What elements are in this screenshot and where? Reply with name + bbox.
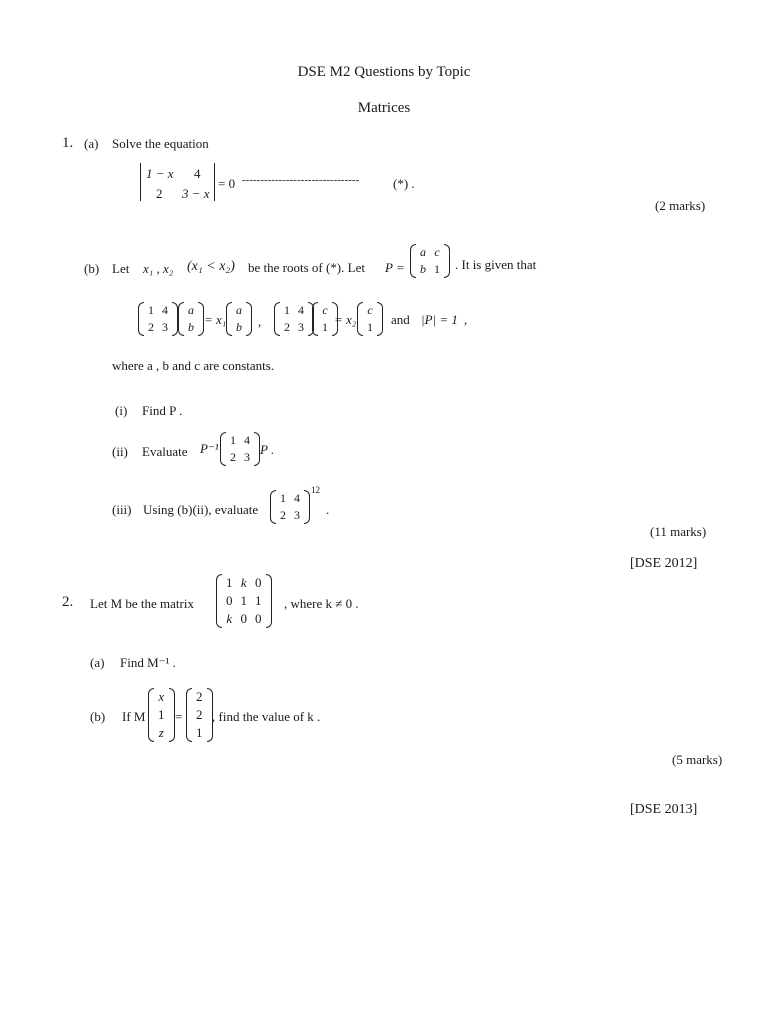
q1biii-text: Using (b)(ii), evaluate — [143, 502, 259, 517]
q2-let-text: Let M be the matrix — [90, 596, 194, 611]
det-r1c1: 1 − x — [146, 166, 174, 181]
M-r1c1: 1 — [226, 575, 233, 590]
q1b-P-eq: P = — [385, 260, 405, 275]
eq-x2: = x₂ — [334, 312, 357, 327]
q1b-text1: be the roots of (*). Let — [248, 260, 365, 275]
M-r3c1: k — [226, 611, 233, 626]
q1bii-tail: P . — [260, 442, 275, 457]
M-r2c2: 1 — [240, 593, 247, 608]
matrix-A-third — [220, 432, 260, 466]
q1bii-pinv: P⁻¹ — [200, 441, 219, 456]
A1-r2c1: 2 — [148, 320, 154, 334]
vx-1: 1 — [158, 707, 165, 722]
v2b-one: 1 — [367, 320, 373, 334]
det-r2c2: 3 − x — [182, 186, 210, 201]
vector-221 — [186, 688, 213, 742]
q2-number: 2. — [62, 594, 74, 610]
vector-ab-second — [226, 302, 252, 336]
vr-r3: 1 — [196, 725, 203, 740]
A4-r2c2: 3 — [294, 508, 300, 522]
q1b-marks: (11 marks) — [650, 524, 707, 539]
vx-x: x — [158, 689, 165, 704]
q1-source: [DSE 2012] — [630, 556, 698, 571]
star-label: (*) . — [393, 176, 415, 191]
M-r3c2: 0 — [240, 611, 247, 626]
vr-r1: 2 — [196, 689, 203, 704]
q1bi-text: Find P . — [142, 403, 183, 418]
q1bii-text: Evaluate — [142, 444, 188, 459]
A2-r2c1: 2 — [284, 320, 290, 334]
q1bii-label: (ii) — [112, 444, 128, 459]
q1b-let: Let — [112, 261, 130, 276]
v1b-a: a — [236, 303, 242, 317]
vector-ab-first — [178, 302, 204, 336]
matrix-P — [410, 244, 450, 278]
q1b-roots: x₁ , x₂ — [143, 261, 174, 276]
vr-r2: 2 — [196, 707, 203, 722]
A1-r1c2: 4 — [162, 303, 168, 317]
A3-r2c1: 2 — [230, 450, 236, 464]
A4-r1c2: 4 — [294, 491, 300, 505]
matrix-A-first — [138, 302, 178, 336]
vector-x1z — [148, 688, 175, 742]
M-r2c1: 0 — [226, 593, 233, 608]
v1-a: a — [188, 303, 194, 317]
detP-eq: |P| = 1 — [421, 312, 458, 327]
page-title: DSE M2 Questions by Topic — [297, 64, 471, 80]
det-r1c2: 4 — [194, 166, 201, 181]
M-r1c3: 0 — [255, 575, 262, 590]
q1bi-label: (i) — [115, 403, 128, 418]
v2-c: c — [322, 303, 328, 317]
comma-2: , — [464, 312, 468, 327]
q2-source: [DSE 2013] — [630, 802, 698, 817]
M-r1c2: k — [240, 575, 247, 590]
q2a-text: Find M⁻¹ . — [120, 655, 176, 670]
v2b-c: c — [367, 303, 373, 317]
q1biii-label: (iii) — [112, 502, 132, 517]
v2-one: 1 — [322, 320, 328, 334]
q1b-label: (b) — [84, 261, 100, 276]
and-text: and — [391, 312, 410, 327]
matrix-A-second — [274, 302, 314, 336]
P-c: c — [434, 245, 440, 259]
A4-r1c1: 1 — [280, 491, 286, 505]
q2b-label: (b) — [90, 709, 106, 724]
dashed-line: -------------------------------- — [242, 174, 360, 186]
matrix-A-fourth — [270, 490, 310, 524]
M-r2c3: 1 — [255, 593, 262, 608]
q1biii-tail: . — [326, 502, 330, 517]
q1a-marks: (2 marks) — [655, 198, 706, 213]
v1-b: b — [188, 320, 194, 334]
matrix-M — [216, 574, 272, 628]
q1-number: 1. — [62, 135, 74, 151]
comma-1: , — [258, 314, 262, 329]
A3-r2c2: 3 — [244, 450, 250, 464]
q2a-label: (a) — [90, 655, 105, 670]
page-subtitle: Matrices — [357, 100, 411, 116]
det-left-bar — [140, 163, 141, 201]
A2-r2c2: 3 — [298, 320, 304, 334]
P-one: 1 — [434, 262, 440, 276]
q2b-equals: = — [175, 709, 183, 724]
A3-r1c2: 4 — [244, 433, 250, 447]
M-r3c3: 0 — [255, 611, 262, 626]
P-b: b — [420, 262, 426, 276]
q2b-text: , find the value of k . — [212, 709, 321, 724]
A1-r2c2: 3 — [162, 320, 168, 334]
where-constants: where a , b and c are constants. — [112, 358, 275, 373]
det-equals-zero: = 0 — [218, 176, 236, 191]
A3-r1c1: 1 — [230, 433, 236, 447]
det-r2c1: 2 — [156, 186, 163, 201]
A2-r1c1: 1 — [284, 303, 290, 317]
P-a: a — [420, 245, 426, 259]
q1a-text: Solve the equation — [112, 136, 209, 151]
q2-where-text: , where k ≠ 0 . — [284, 596, 359, 611]
vx-z: z — [158, 725, 164, 740]
q2-marks: (5 marks) — [672, 752, 723, 767]
eq-x1: = x₁ — [204, 312, 227, 327]
q1b-order: (x₁ < x₂) — [187, 259, 235, 274]
A4-r2c1: 2 — [280, 508, 286, 522]
vector-c1-second — [357, 302, 383, 336]
v1b-b: b — [236, 320, 242, 334]
A2-r1c2: 4 — [298, 303, 304, 317]
q2b-if: If M — [122, 709, 146, 724]
A1-r1c1: 1 — [148, 303, 154, 317]
q1a-label: (a) — [84, 136, 99, 151]
power-12: 12 — [311, 485, 320, 495]
det-right-bar — [214, 163, 215, 201]
q1b-text2: . It is given that — [455, 257, 537, 272]
